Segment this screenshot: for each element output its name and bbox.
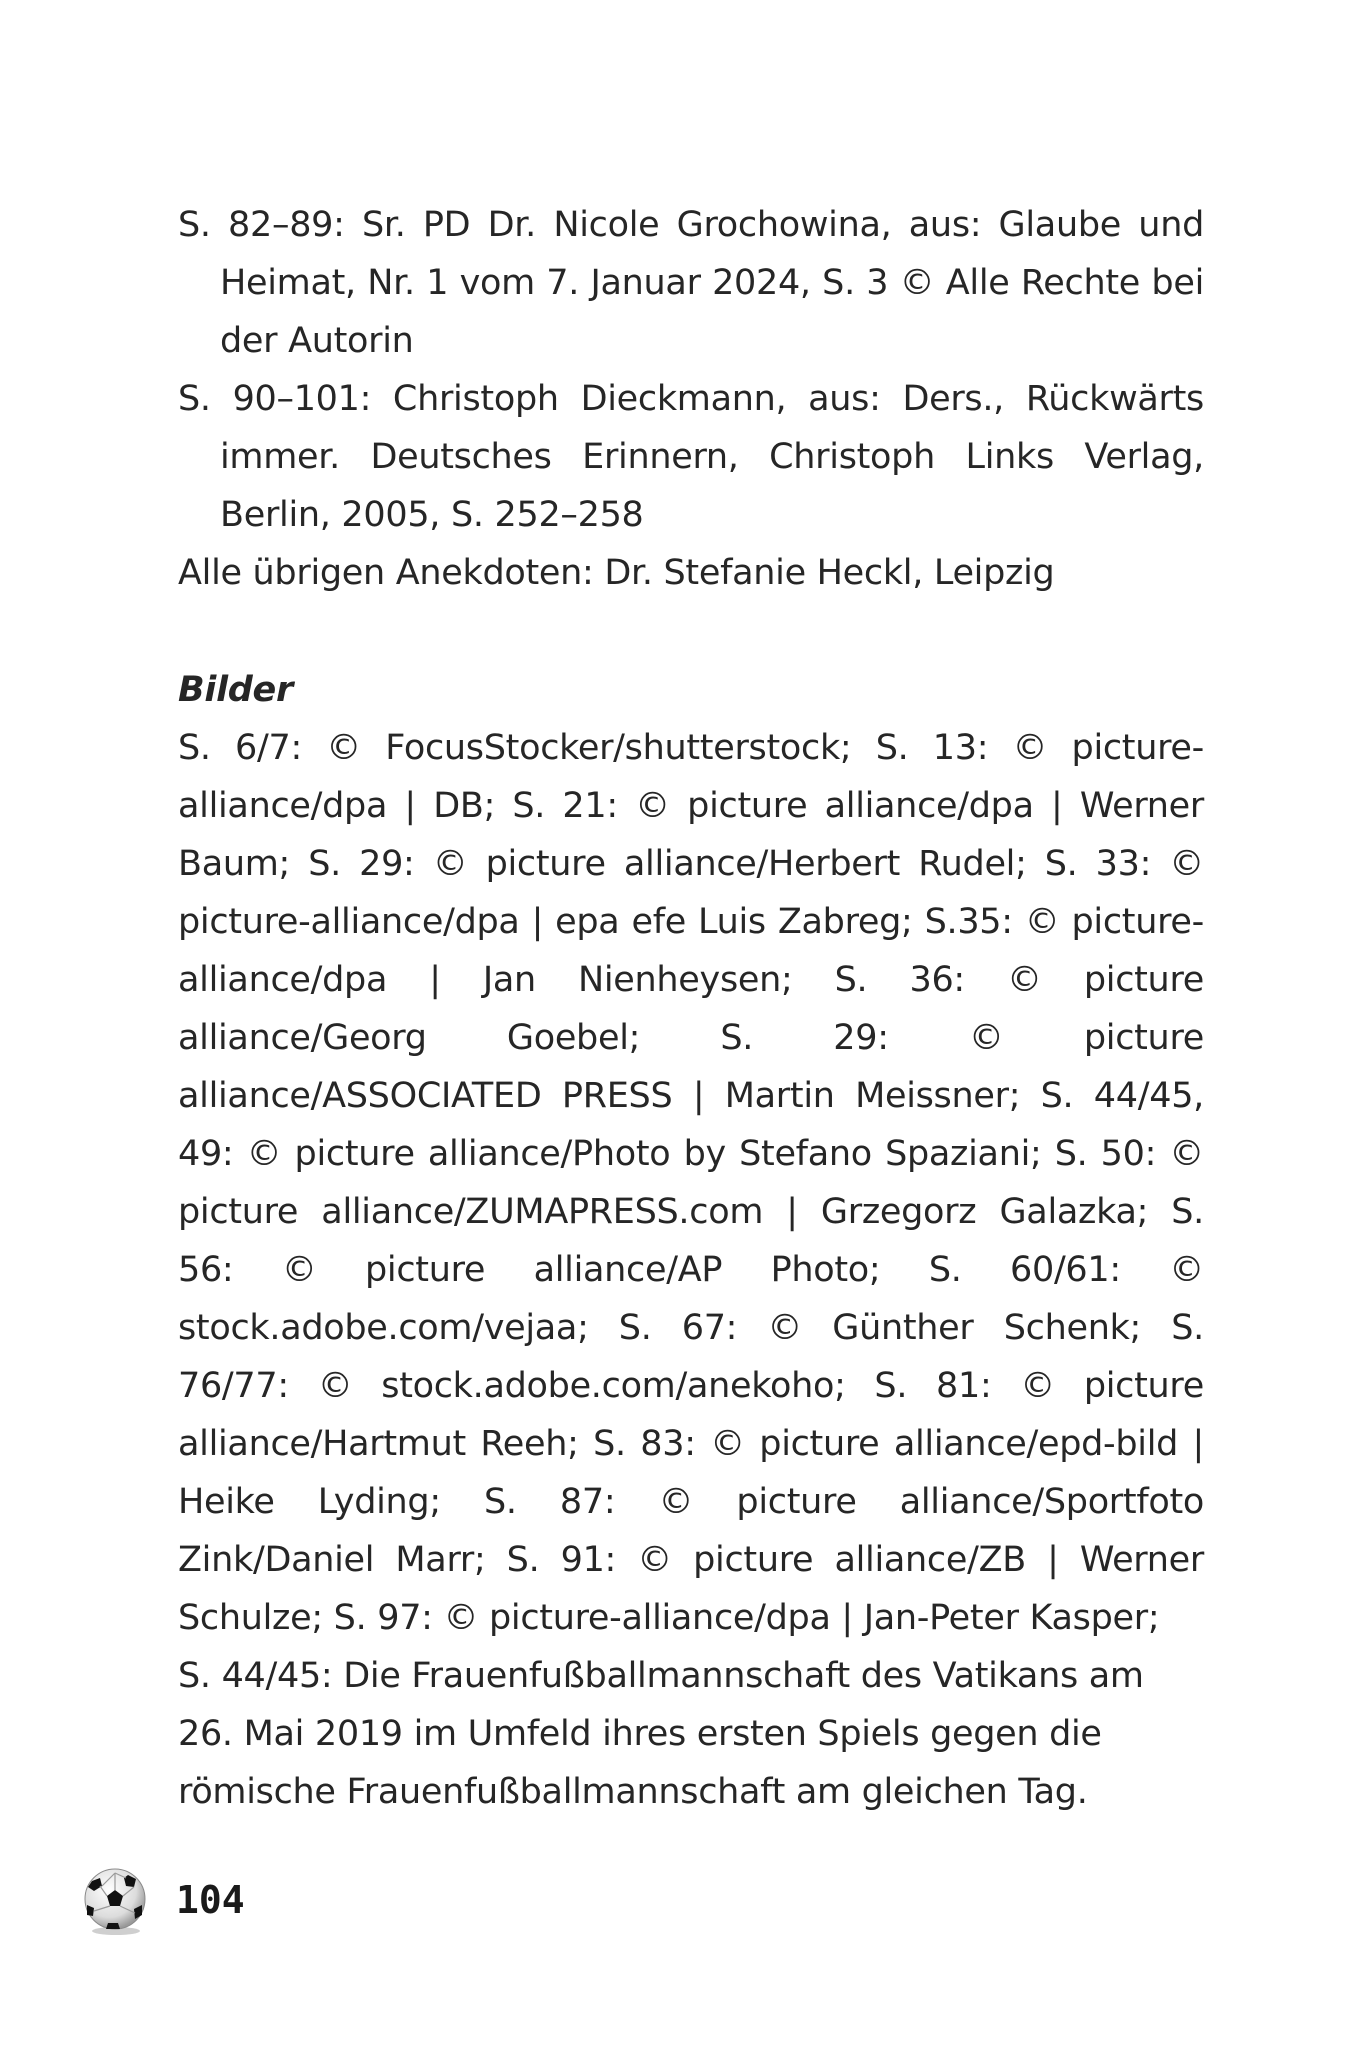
- page-footer: [78, 1860, 245, 1940]
- soccer-ball-icon: [78, 1863, 152, 1937]
- section-heading: Bilder: [178, 670, 293, 710]
- text-credits: [178, 196, 1204, 602]
- credit-entry-dieckmann: S. 90–101: Christoph Dieckmann, aus: Ders., Rückwärts immer. Deutsches Erinnern, Christoph Links Verlag, Berlin, 2005, S. 252–258: [178, 379, 1204, 535]
- picture-credits-section: [178, 661, 1204, 1821]
- page-number: 104: [176, 1878, 245, 1922]
- picture-credits-list: S. 6/7: © FocusStocker/shutterstock; S. 13: © picture-alliance/dpa | DB; S. 21: © picture alliance/dpa | Werner Baum; S. 29: © picture alliance/Herbert Rudel; S. 33: © picture-alliance/dpa | epa efe Luis Zabreg; S.35: © picture-alliance/dpa | Jan Nienheysen; S. 36: © picture alliance/Georg Goebel; S. 29: © picture alliance/ASSOCIATED PRESS | Martin Meissner; S. 44/45, 49: © picture alliance/Photo by Stefano Spaziani; S. 50: © picture alliance/ZUMAPRESS.com | Grzegorz Galazka; S. 56: © picture alliance/AP Photo; S. 60/61: © stock.adobe.com/vejaa; S. 67: © Günther Schenk; S. 76/77: © stock.adobe.com/anekoho; S. 81: © picture alliance/Hartmut Reeh; S. 83: © picture alliance/epd-bild | Heike Lyding; S. 87: © picture alliance/Sportfoto Zink/Daniel Marr; S. 91: © picture alliance/ZB | Werner Schulze; S. 97: © picture-alliance/dpa | Jan-Peter Kasper;: [178, 728, 1204, 1638]
- credit-entry-grochowina: S. 82–89: Sr. PD Dr. Nicole Grochowina, aus: Glaube und Heimat, Nr. 1 vom 7. Januar 2024, S. 3 © Alle Rechte bei der Autorin: [178, 205, 1204, 361]
- picture-caption: S. 44/45: Die Frauenfußballmannschaft des Vatikans am 26. Mai 2019 im Umfeld ihres ersten Spiels gegen die römische Frauenfußballmannschaft am gleichen Tag.: [178, 1656, 1144, 1812]
- credit-entry-remaining: Alle übrigen Anekdoten: Dr. Stefanie Heckl, Leipzig: [178, 553, 1055, 593]
